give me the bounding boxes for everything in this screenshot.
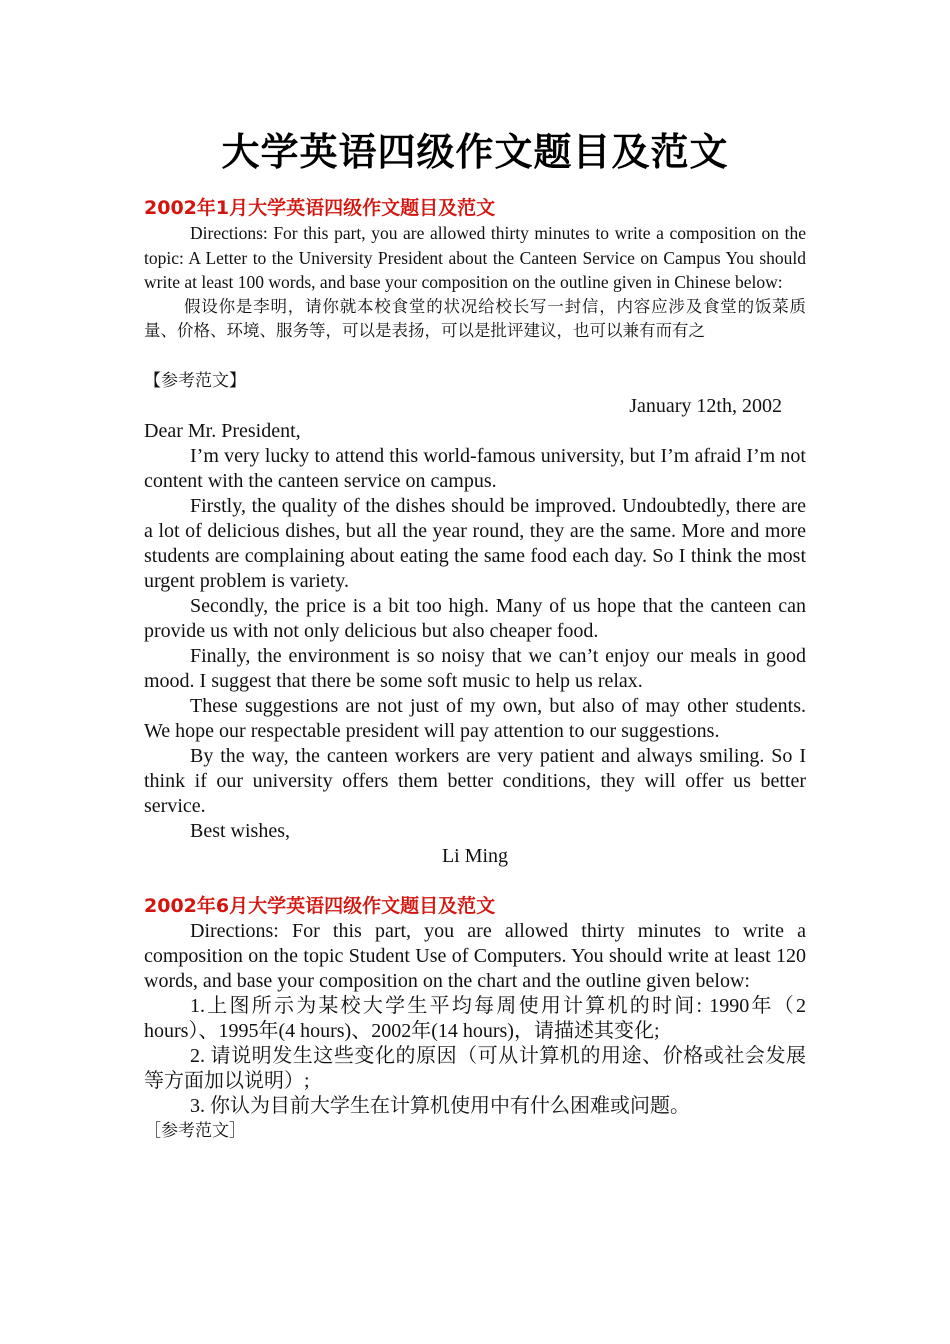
reference-label: ［参考范文］ (144, 1120, 246, 1141)
letter-paragraph: These suggestions are not just of my own, but also of may other students. We hope our respectable president will pay attention to our suggestions. (144, 694, 806, 742)
outline-item: 1.上图所示为某校大学生平均每周使用计算机的时间: 1990年（2 hours）、1995年(4 hours)、2002年(14 hours)，请描述其变化; (144, 994, 806, 1042)
letter-paragraph: Secondly, the price is a bit too high. Many of us hope that the canteen can provide us with not only delicious but also cheaper food. (144, 594, 806, 642)
reference-label: 【参考范文】 (144, 370, 246, 391)
letter-closing: Best wishes, (190, 819, 290, 842)
outline-item: 2. 请说明发生这些变化的原因（可从计算机的用途、价格或社会发展等方面加以说明）; (144, 1044, 806, 1092)
letter-paragraph: Firstly, the quality of the dishes should be improved. Undoubtedly, there are a lot of delicious dishes, but all the year round, they are the same. More and more students are complaining about eating the same food each day. So I think the most urgent problem is variety. (144, 494, 806, 592)
section-heading-2002-jun: 2002年6月大学英语四级作文题目及范文 (144, 894, 496, 917)
directions-text: Directions: For this part, you are allowed thirty minutes to write a composition on the topic: A Letter to the University President about the Canteen Service on Campus You should write at least 100 words, and base your composition on the outline given in Chinese below: (144, 223, 806, 292)
letter-salutation: Dear Mr. President, (144, 419, 301, 442)
page-title: 大学英语四级作文题目及范文 (221, 130, 729, 174)
letter-paragraph: By the way, the canteen workers are very patient and always smiling. So I think if our university offers them better conditions, they will offer us better service. (144, 744, 806, 817)
letter-signature: Li Ming (441, 844, 509, 867)
letter-paragraph: I’m very lucky to attend this world-famous university, but I’m afraid I’m not content with the canteen service on campus. (144, 444, 806, 492)
document-page (144, 0, 806, 1144)
letter-paragraph: Finally, the environment is so noisy that we can’t enjoy our meals in good mood. I suggest that there be some soft music to help us relax. (144, 644, 806, 692)
outline-item: 3. 你认为目前大学生在计算机使用中有什么困难或问题。 (190, 1094, 690, 1117)
letter-date: January 12th, 2002 (629, 394, 782, 417)
outline-chinese: 假设你是李明，请你就本校食堂的状况给校长写一封信，内容应涉及食堂的饭菜质量、价格、环境、服务等，可以是表扬，可以是批评建议，也可以兼有而有之 (144, 296, 806, 340)
section-heading-2002-jan: 2002年1月大学英语四级作文题目及范文 (144, 197, 496, 219)
directions-text: Directions: For this part, you are allowed thirty minutes to write a composition on the topic Student Use of Computers. You should write at least 120 words, and base your composition on the chart and the outline given below: (144, 919, 806, 992)
